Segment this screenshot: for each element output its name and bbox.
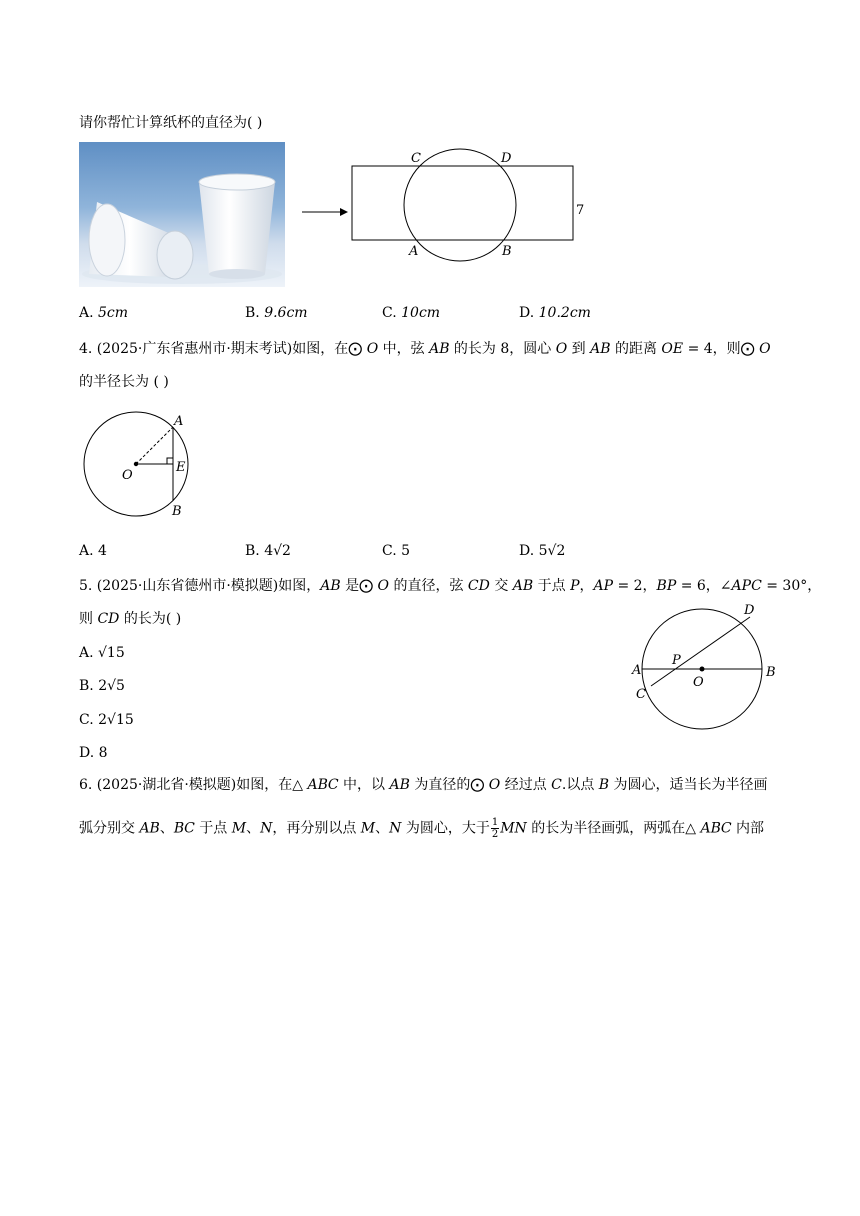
label-C: C — [636, 687, 646, 702]
q4-option-b[interactable]: B. 4√2 — [245, 543, 291, 559]
q3-stem: 请你帮忙计算纸杯的直径为( ) — [79, 115, 263, 131]
label-height: 7 — [576, 203, 585, 218]
q3-option-b[interactable]: B. 9.6𝑐𝑚 — [245, 305, 308, 321]
q6-line-2: 弧分别交 𝐴𝐵、𝐵𝐶 于点 𝑀、𝑁，再分别以点 𝑀、𝑁 为圆心，大于 $\frac{1}{2}$ 𝑀𝑁 的长为半径画弧，两弧在△ 𝐴𝐵𝐶 内部 — [79, 817, 765, 840]
q5-line-1: 5. (2025·山东省德州市·模拟题)如图，𝐴𝐵 是⨀ 𝑂 的直径，弦 𝐶𝐷 交 𝐴𝐵 于点 𝑃，𝐴𝑃 = 2，𝐵𝑃 = 6，∠𝐴𝑃𝐶 = 30°， — [79, 578, 822, 594]
label-A: A — [409, 244, 419, 259]
q5-diagram — [625, 600, 785, 740]
q4-option-d[interactable]: D. 5√2 — [519, 543, 566, 559]
label-B: B — [766, 665, 776, 680]
q4-option-a[interactable]: A. 4 — [79, 543, 107, 559]
label-B: B — [502, 244, 512, 259]
q5-line-2: 则 𝐶𝐷 的长为( ) — [79, 611, 182, 627]
q4-line-2: 的半径长为 ( ) — [79, 374, 169, 390]
q5-option-d[interactable]: D. 8 — [79, 745, 108, 761]
q3-option-a[interactable]: A. 5𝑐𝑚 — [79, 305, 129, 321]
paper-cups-photo — [79, 142, 285, 287]
label-O: O — [693, 675, 704, 690]
q4-diagram — [80, 405, 210, 525]
q3-arrow — [300, 207, 350, 217]
q5-option-c[interactable]: C. 2√15 — [79, 712, 134, 728]
q3-option-c[interactable]: C. 10𝑐𝑚 — [382, 305, 441, 321]
label-A: A — [174, 414, 184, 429]
label-D: D — [501, 151, 512, 166]
q5-option-b[interactable]: B. 2√5 — [79, 678, 125, 694]
q3-option-d[interactable]: D. 10.2𝑐𝑚 — [519, 305, 591, 321]
q6-line-1: 6. (2025·湖北省·模拟题)如图，在△ 𝐴𝐵𝐶 中，以 𝐴𝐵 为直径的⨀ 𝑂 经过点 𝐶.以点 𝐵 为圆心，适当长为半径画 — [79, 777, 768, 793]
q5-option-a[interactable]: A. √15 — [79, 645, 125, 661]
label-E: E — [176, 460, 186, 475]
fraction-one-half: $\frac{1}{2}$ — [491, 817, 499, 840]
label-P: P — [672, 653, 681, 668]
label-B: B — [172, 504, 182, 519]
q4-line-1: 4. (2025·广东省惠州市·期末考试)如图，在⨀ 𝑂 中，弦 𝐴𝐵 的长为 8，圆心 𝑂 到 𝐴𝐵 的距离 𝑂𝐸 = 4，则⨀ 𝑂 — [79, 341, 771, 357]
q4-option-c[interactable]: C. 5 — [382, 543, 411, 559]
label-D: D — [744, 603, 755, 618]
label-O: O — [122, 468, 133, 483]
label-A: A — [632, 663, 642, 678]
label-C: C — [411, 151, 421, 166]
q3-diagram — [345, 140, 595, 270]
